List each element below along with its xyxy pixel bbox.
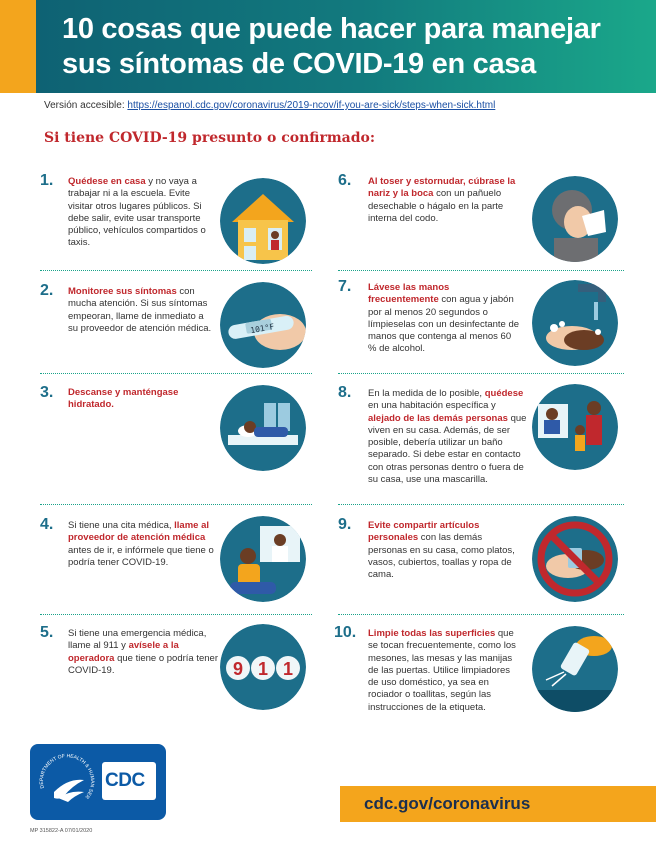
item-text-segment: Si tiene una emergencia médica, llame al 911 y	[68, 628, 207, 652]
family-distance-icon	[532, 384, 618, 470]
item-text-segment: antes de ir, e infórmele que tiene o podría tener COVID-19.	[68, 544, 214, 568]
item-text-segment: y no vaya a trabajar ni a la escuela. Evite visitar otros lugares públicos. Si debe salir, evite usar transporte público, vehículos compartidos o taxis.	[68, 176, 206, 249]
accessible-version: Versión accesible: https://espanol.cdc.gov/coronavirus/2019-ncov/if-you-are-sick/steps-when-sick.html	[44, 100, 496, 111]
item-text	[368, 282, 522, 356]
spray-cleaning-icon	[532, 626, 618, 712]
item-number: 8.	[338, 384, 352, 401]
header-accent-bar	[0, 0, 36, 93]
item-text	[68, 176, 216, 250]
hhs-cdc-logo	[30, 744, 166, 820]
item-text-segment: con agua y jabón por al menos 20 segundos o límpieselas con un desinfectante de manos que contenga al menos 60 % de alcohol.	[368, 294, 520, 355]
item-text	[68, 628, 218, 677]
digit: 1	[257, 659, 269, 679]
item-number: 1.	[40, 172, 54, 189]
item-number: 5.	[40, 624, 54, 641]
item-number: 6.	[338, 172, 352, 189]
publication-number: MP 315822-A 07/01/2020	[30, 828, 93, 834]
item-text-highlight: Evite compartir artículos personales	[368, 520, 480, 544]
item-text-segment: que se tocan frecuentemente, como los mesones, las mesas y las manijas de las puertas. Utilice limpiadores de uso doméstico, ya sea en rociador o toallitas, según las instrucciones de la etiqueta.	[368, 628, 516, 713]
item-text	[368, 628, 522, 714]
divider	[338, 270, 624, 271]
item-text-segment: que tiene o podría tener COVID-19.	[68, 652, 218, 676]
item-text-segment: con mucha atención. Si sus síntomas empeoran, llame de inmediato a su proveedor de atención médica.	[68, 286, 212, 334]
item-number: 4.	[40, 516, 54, 533]
no-sharing-icon	[532, 516, 618, 602]
thermometer-reading: 101°F	[249, 322, 275, 336]
divider	[338, 614, 624, 615]
bed-rest-icon	[220, 385, 306, 471]
hand-washing-icon	[532, 280, 618, 366]
divider	[40, 614, 312, 615]
page-title: 10 cosas que puede hacer para manejar sus síntomas de COVID-19 en casa	[62, 13, 601, 80]
item-text	[368, 176, 518, 225]
divider	[338, 504, 624, 505]
item-text-highlight: quédese	[484, 388, 524, 399]
house-icon	[220, 178, 306, 264]
digit: 1	[282, 659, 294, 679]
cdc-logo: CDC	[102, 762, 156, 800]
item-text	[368, 388, 528, 486]
divider	[40, 504, 312, 505]
item-text	[368, 520, 522, 581]
item-text	[68, 387, 216, 412]
item-text-segment: en una habitación específica y	[368, 400, 496, 412]
footer-url[interactable]: cdc.gov/coronavirus	[364, 794, 531, 813]
item-text-segment: En la medida de lo posible,	[368, 388, 485, 399]
section-subtitle: Si tiene COVID-19 presunto o confirmado:	[44, 130, 376, 146]
svg-text:DEPARTMENT OF HEALTH & HUMAN S: DEPARTMENT OF HEALTH & HUMAN SER	[38, 753, 96, 800]
item-number: 9.	[338, 516, 352, 533]
item-number: 2.	[40, 282, 54, 299]
divider	[338, 373, 624, 374]
item-number: 3.	[40, 384, 54, 401]
item-text-segment: que viven en su casa. Además, de ser posible, debería utilizar un baño separado. Si debe estar en contacto con otras personas dentro o fuera de su casa, use una mascarilla.	[368, 412, 527, 486]
item-text-highlight: Lávese las manos frecuentemente	[368, 282, 450, 306]
accessible-version-link[interactable]: https://espanol.cdc.gov/coronavirus/2019-ncov/if-you-are-sick/steps-when-sick.html	[127, 100, 496, 111]
cough-tissue-icon	[532, 176, 618, 262]
item-number: 10.	[334, 624, 357, 641]
item-text	[68, 286, 216, 335]
item-text-highlight: Al toser y estornudar, cúbrase la nariz y la boca	[368, 176, 516, 200]
footer-url-bar	[340, 786, 656, 822]
item-text-highlight: alejado de las demás personas	[368, 412, 508, 424]
hhs-seal-icon	[34, 748, 102, 816]
item-number: 7.	[338, 278, 352, 295]
item-text	[68, 520, 218, 569]
thermometer-icon	[220, 282, 306, 368]
item-text-segment: Si tiene una cita médica,	[68, 520, 175, 531]
item-text-highlight: llame al proveedor de atención médica	[68, 520, 210, 544]
item-text-highlight: Limpie todas las superficies	[368, 628, 496, 639]
item-text-highlight: Descanse y manténgase hidratado.	[68, 387, 179, 411]
item-text-segment: con las demás personas en su casa, como platos, vasos, cubiertos, toallas y ropa de cama.	[368, 532, 515, 581]
item-text-segment: con un pañuelo desechable o hágalo en la parte interna del codo.	[368, 188, 504, 224]
header-banner	[0, 0, 656, 93]
divider	[40, 373, 312, 374]
divider	[40, 270, 312, 271]
item-text-highlight: Quédese en casa	[68, 176, 146, 187]
digit: 9	[232, 659, 244, 679]
phone-doctor-icon	[220, 516, 306, 602]
item-text-highlight: Monitoree sus síntomas	[68, 286, 177, 297]
item-text-highlight: avísele a la operadora	[68, 640, 179, 664]
emergency-911-icon	[220, 624, 306, 710]
